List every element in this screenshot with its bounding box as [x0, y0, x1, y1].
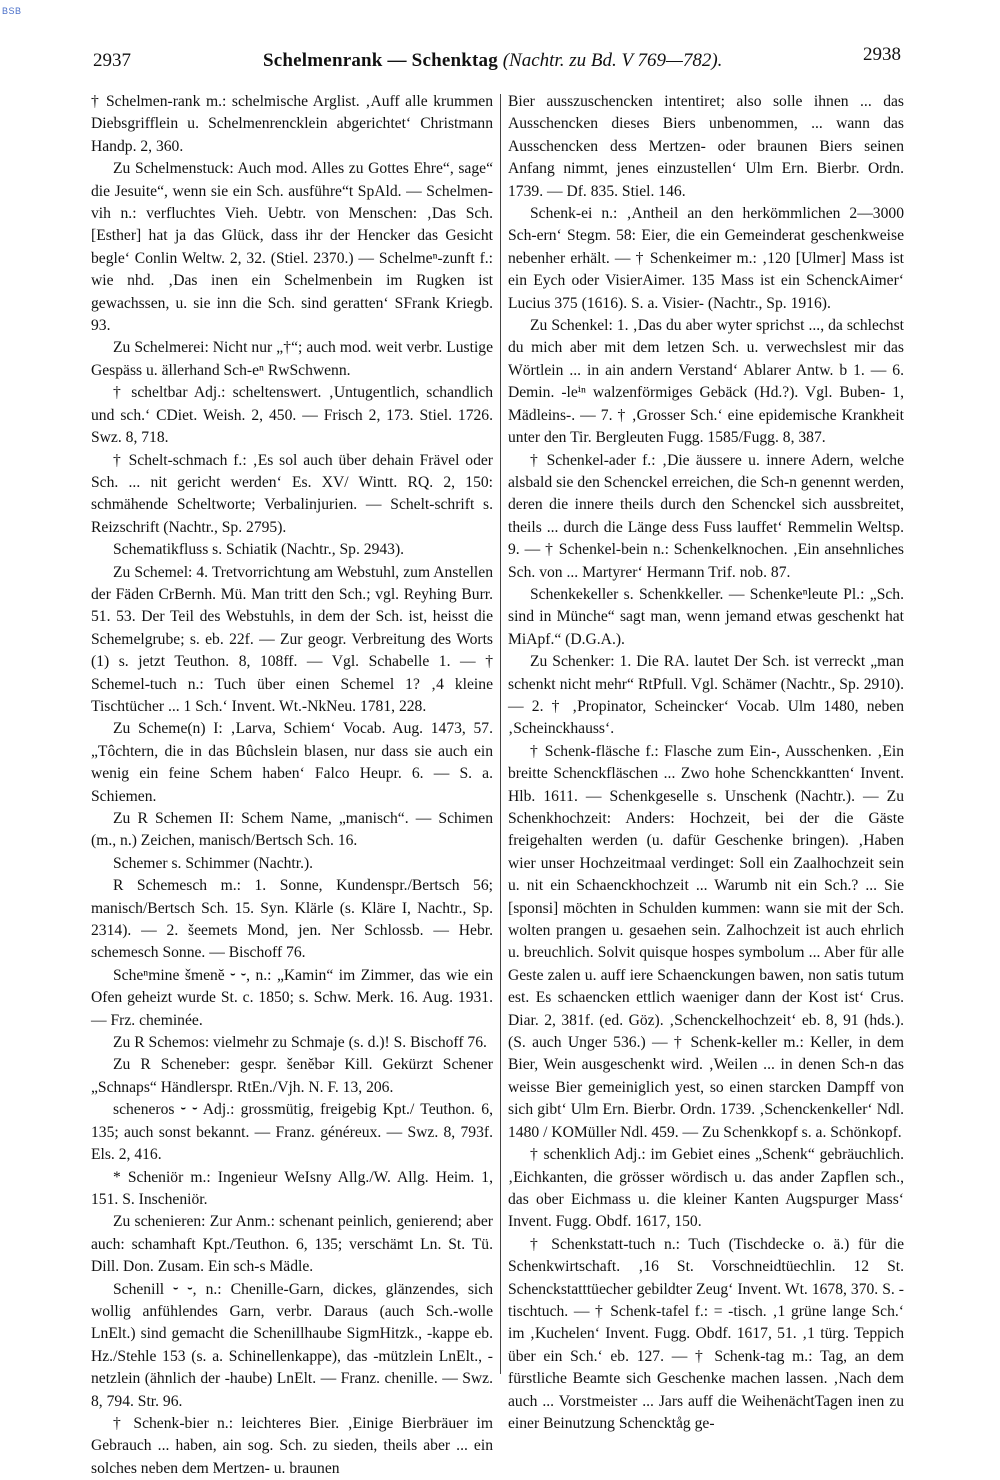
entry-schenkel-ader: † Schenkel-ader f.: ‚Die äussere u. innere Adern, welche alsbald sie den Schenckel erreichen, die Sch-n genennt werden, deren die innere theils durch den Schenckel sich aussbreitet, theils ... durch die Länge dess Fuss lauffet‘ Remmelin Weltsp. 9. — † Schenkel-bein n.: Schenkelknochen. ‚Ein ansehnliches Sch. von ... Martyrer‘ Hermann Trif. nob. 87. — [508, 451, 904, 581]
entry-scheme-n-1: Zu Scheme(n) I: ‚Larva, Schiem‘ Vocab. Aug. 1473, 57. „Tôchtern, die in das Bûchslein blasen, nur dass sie auch ein wenig ein feine Schem haben‘ Falco Heupr. 6. — S. a. Schiemen. — [91, 720, 493, 805]
entry-schelmerei: Zu Schelmerei: Nicht nur „†“; auch mod. weit verbr. Lustige Gespäss u. ällerhand Sch-eⁿ RwSchwenn. — [91, 339, 493, 379]
entry-schemen-2: Zu R Schemen II: Schem Name, „manisch“. — Schimen (m., n.) Zeichen, manisch/Bertsch Sch. 16. — [91, 810, 493, 850]
entry-schemos: Zu R Schemos: vielmehr zu Schmaje (s. d.)! S. Bischoff 76. — [113, 1034, 487, 1052]
entry-schenker: Zu Schenker: 1. Die RA. lautet Der Sch. ist verreckt „man schenkt nicht mehr“ RtPfull. Vgl. Schämer (Nachtr., Sp. 2910). — 2. † ‚Propinator, Scheincker‘ Vocab. Ulm 1480, neben ‚Scheinckhauss‘. — [508, 653, 904, 738]
entry-schenioer: * Scheniör m.: Ingenieur WeIsny Allg./W. Allg. Heim. 1, 151. S. Inscheniör. — [91, 1168, 493, 1208]
entry-schelmen-rank: † Schelmen-rank m.: schelmische Arglist. ‚Auff alle krummen Diebsgrifflein u. Schelmenrencklein abgerichtet‘ Christmann Handp. 2, 360. — [91, 93, 493, 155]
entry-schenkstatt-tuch: † Schenkstatt-tuch n.: Tuch (Tischdecke o. ä.) für die Schenkwirtschaft. ‚16 St. Vorschneidtüechlin. 12 St. Schenckstatttüecher gebildter Zeug‘ Invent. Wt. 1678, 370. S. -tischtuch. — † Schenk-tafel f.: = -tisch. ‚1 grüne lange Sch.‘ im ‚Kuchelen‘ Invent. Fugg. Obdf. 1617, 51. ‚1 türg. Teppich über ein Sch.‘ eb. 127. — † Schenk-tag m.: Tag, an dem fürstliche Beamte sich Geschenke machen lassen. ‚Nach dem auch ... Vorstmeister ... Jars auff die WeihenächtTagen inen zu einer Beinutzung Schencktåg ge- — [508, 1235, 904, 1432]
entry-schenklich: † schenklich Adj.: im Gebiet eines „Schenk“ gebräuchlich. ‚Eichkanten, die grösser wördisch u. das ander Zapflen sch., das ober Eichmass u. die kleiner Kanten Augspurger Mass‘ Invent. Fugg. Obdf. 1617, 150. — [508, 1146, 904, 1231]
entry-schenk-bier-continued: Bier ausszuschencken intentiret; also solle ihnen ... das Ausschencken dieses Biers unbenommen, ... wann das Ausschencken dess Mertzen- oder braunen Biers seinen Anfang nimmt, jenes einzustellen‘ Ulm Ern. Bierbr. Ordn. 1739. — Df. 835. Stiel. 146. — [508, 93, 904, 200]
entry-schenkekeller: Schenkekeller s. Schenkkeller. — Schenkeⁿleute Pl.: „Sch. sind in Münche“ sagt man, wenn jemand etwas geschenkt hat MiApf.“ (D.G.A.). — [508, 585, 904, 648]
entry-scheneros: scheneros ⏑ ⏑ Adj.: grossmütig, freigebig Kpt./ Teuthon. 6, 135; auch sonst bekannt. — Franz. généreux. — Swz. 8, 793f. Els. 2, 416. — [91, 1101, 493, 1164]
entry-scheneber: Zu R Scheneber: gespr. šenĕbər Kill. Gekürzt Schener „Schnaps“ Händlerspr. RtEn./Vjh. N. F. 13, 206. — [91, 1056, 493, 1096]
entry-schenk-bier: † Schenk-bier n.: leichteres Bier. ‚Einige Bierbräuer im Gebrauch ... haben, ain sog. Sch. zu sieden, theils aber ... ein solches neben dem Mertzen- u. braunen — [91, 1414, 493, 1477]
entry-schenk-flaesche: † Schenk-fläsche f.: Flasche zum Ein-, Ausschenken. ‚Ein breitte Schenckfläschen ... Zwo hohe Schenckkantten‘ Invent. Hlb. 1611. — Schenkgeselle s. Unschenk (Nachtr.). — Zu Schenkhochzeit: Anders: Hochzeit, bei der die Gäste freigehalten werden (u. dafür Geschenke bringen). ‚Haben wier unser Hochzeitmaal verdinget: Soll ein Zaalhochzeit sein u. nit ein Schaenckhochzeit ... Warumb nit ein Sch.? ... Sie [sponsi] möchten in Schulden kummen: wann sie mit der Sch. wolten prangen u. gesaehen sein. Zalhochzeit ist auch ehrlich u. breuchlich. Solvit quisque hospes symbolum ... Aber für alle Geste zalen u. auff iere Schaenckungen bawen, non satis tutum est. Es schaencken ettlich waeniger dann der Kost ist‘ Crus. Diar. 2, 381f. (ed. Göz). ‚Schenckelhochzeit‘ eb. 8, 91 (hds.). (S. auch Unger 536.) — † Schenk-keller m.: Keller, in dem Bier, Wein ausgeschenkt wird. ‚Weilen ... in denen Sch-n das weisse Bier gemeiniglich yest, so einen starcken Dampff von sich gibt‘ Ulm Ern. Bierbr. Ordn. 1739. ‚Schenckenkeller‘ Ndl. 1480 / KOMüller Ndl. 459. — Zu Schenkkopf s. a. Schönkopf. — [508, 742, 904, 1141]
page-number-right: 2938 — [863, 44, 901, 65]
running-title — [263, 48, 722, 74]
left-column — [91, 91, 493, 1480]
entry-schenk-ei: Schenk-ei n.: ‚Antheil an den herkömmlichen 2—3000 Sch-ern‘ Stegm. 58: Eier, die ein Gemeinderat geschenkweise nebenher erhält. — † Schenkeimer m.: ‚120 [Ulmer] Mass ist ein Eych oder VisierAimer. 135 Mass ist ein SchenckAimer‘ Lucius 375 (1616). S. a. Visier- (Nachtr., Sp. 1916). — [508, 205, 904, 312]
entry-schematikfluss: Schematikfluss s. Schiatik (Nachtr., Sp. 2943). — [113, 541, 405, 559]
column-divider — [500, 94, 501, 1374]
entry-schemel: Zu Schemel: 4. Tretvorrichtung am Webstuhl, zum Anstellen der Fäden CrBernh. Mü. Man tritt den Sch.; vgl. Reyhing Burr. 51. 53. Der Teil des Webstuhls, in dem der Sch. ist, heisst die Schemelgrube; s. eb. 22f. — Zur geogr. Verbreitung des Worts (1) s. jetzt Teuthon. 8, 108ff. — Vgl. Schabelle 1. — † Schemel-tuch n.: Tuch über einen Schemel 1? ‚4 kleine Tischtücher ... 1 Sch.‘ Invent. Wt.-NkNeu. 1781, 228. — [91, 563, 493, 715]
entry-schemesch: R Schemesch m.: 1. Sonne, Kundenspr./Bertsch 56; manisch/Bertsch Sch. 15. Syn. Klärle (s. Kläre I, Nachtr., Sp. 2314). — 2. šeemets Mond, jen. Ner Schlossb. — Hebr. schemesch Sonne. — Bischoff 76. — [91, 877, 493, 962]
running-header — [93, 44, 905, 74]
right-column — [508, 91, 904, 1435]
page-number-left: 2937 — [93, 50, 131, 71]
entry-schenieren: Zu schenieren: Zur Anm.: schenant peinlich, genierend; aber auch: schamhaft Kpt./Teuthon. 6, 135; verschämt Ln. St. Tü. Dill. Don. Zusam. Ein sch-s Mädle. — [91, 1213, 493, 1276]
entry-schenill: Schenill ⏑ ⏑, n.: Chenille-Garn, dickes, glänzendes, sich wollig anfühlendes Garn, verbr. Daraus (auch Sch.-wolle LnElt.) sind gemacht die Schenillhaube SigmHitzk., -kappe eb. Hz./Stehle 153 (s. a. Schinellenkappe), das -mützlein LnElt., -netzlein (ähnlich der -haube) LnElt. — Franz. chenille. — Swz. 8, 794. Str. 96. — [91, 1280, 493, 1410]
headword-range: Schelmenrank — Schenktag — [263, 50, 498, 71]
entry-scheltbar: † scheltbar Adj.: scheltenswert. ‚Untugentlich, schandlich und sch.‘ CDiet. Weish. 2, 450. — Frisch 2, 173. Stiel. 1726. Swz. 8, 718. — [91, 384, 493, 447]
entry-schemine: Scheⁿmine šmenĕ ⏑ ⏑, n.: „Kamin“ im Zimmer, das wie ein Ofen geheizt wurde St. c. 1850; s. Schw. Merk. 16. Aug. 1931. — Frz. cheminée. — [91, 966, 493, 1029]
entry-schelmenstuck: Zu Schelmenstuck: Auch mod. Alles zu Gottes Ehre“, sage“ die Jesuite“, wenn sie ein Sch. ausführe“t SpAld. — Schelmen-vih n.: verfluchtes Vieh. Uebtr. von Menschen: ‚Das Sch. [Esther] hat ja das Glück, dass ihr der Hencker das Gesicht begle‘ Conlin Weltw. 2, 32. (Stiel. 2370.) — Schelmeⁿ-zunft f.: wie nhd. ‚Das inen ein Schelmenbein im Rugken ist gewachssen, u. sie inn die Sch. sind geratten‘ SFrank Kriegb. 93. — [91, 160, 493, 335]
supplement-note: (Nachtr. zu Bd. V 769—782). — [502, 50, 723, 71]
entry-schelt-schmach: † Schelt-schmach f.: ‚Es sol auch über dehain Frävel oder Sch. ... nit gericht werden‘ Es. XV/ Wintt. RQ. 2, 150: schmähende Scheltworte; Verbalinjurien. — Schelt-schrift s. Reizschrift (Nachtr., Sp. 2795). — [91, 451, 493, 536]
entry-schenkel: Zu Schenkel: 1. ‚Das du aber wyter sprichst ..., da schlechst du mich aber mit dem letzen Sch. u. verwechslest mir das Wörtlein ... in ain andern Verstand‘ Ablarer Antw. b 1. — 6. Demin. -leⁱⁿ walzenförmiges Gebäck (Hd.?). Vgl. Buben- 1, Mädleins-. — 7. † ‚Grosser Sch.‘ eine epidemische Krankheit unter den Tir. Bergleuten Fugg. 1585/Fugg. 8, 387. — [508, 317, 904, 447]
entry-schemer: Schemer s. Schimmer (Nachtr.). — [113, 854, 314, 872]
library-stamp: BSB — [2, 6, 22, 16]
